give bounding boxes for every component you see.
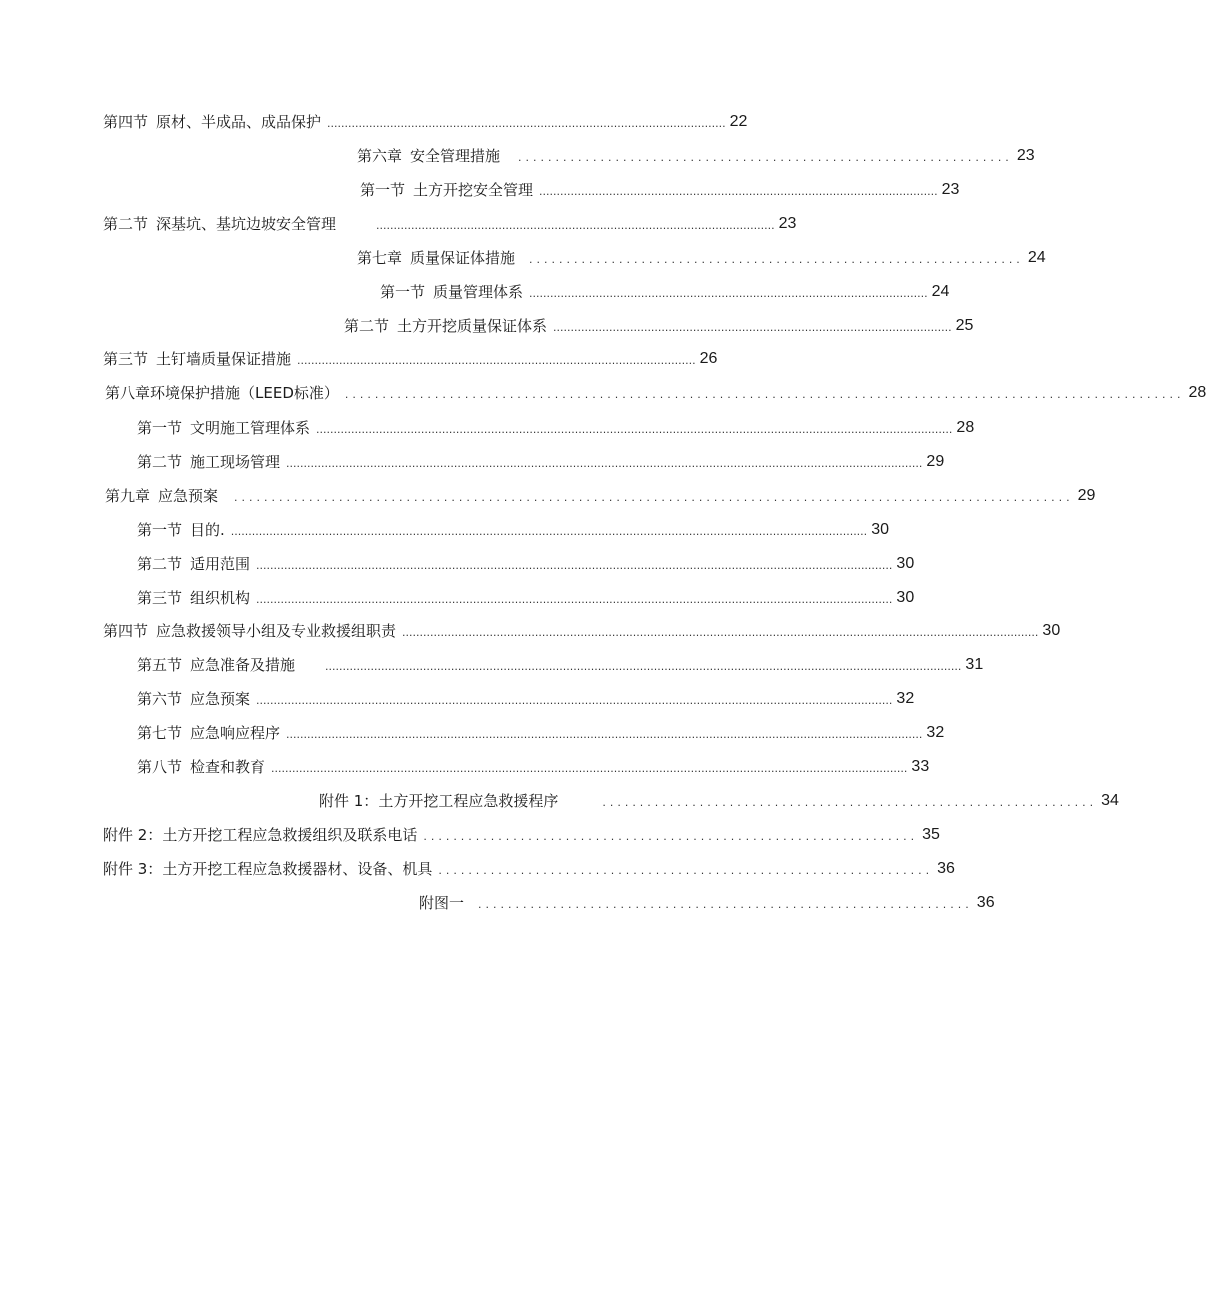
- toc-section-number: 第二节: [103, 215, 149, 233]
- toc-page-number: 36: [937, 860, 955, 877]
- toc-entry[interactable]: [103, 858, 955, 880]
- toc-page-number: 30: [871, 521, 889, 538]
- toc-entry[interactable]: [357, 145, 1035, 167]
- toc-entry-title: 土方开挖工程应急救援程序: [378, 792, 559, 810]
- toc-section-number: 第三节: [137, 589, 183, 607]
- toc-section-number: 第一节: [137, 521, 183, 539]
- toc-section-number: 第一节: [380, 283, 426, 301]
- toc-page-number: 30: [896, 555, 915, 572]
- toc-entry[interactable]: [380, 281, 950, 303]
- dot-leader: ..................................................................: [438, 864, 934, 877]
- toc-page-number: 31: [965, 656, 984, 673]
- toc-section-number: 附件 3：: [103, 860, 163, 878]
- toc-section-number: 第六章: [357, 147, 403, 165]
- dot-leader: ......................................................................................................................................................................................: [325, 660, 962, 673]
- toc-page-number: 23: [1016, 147, 1035, 164]
- toc-page-number: 32: [926, 724, 945, 741]
- toc-section-number: 第四节: [103, 113, 149, 131]
- toc-page-number: 34: [1101, 792, 1119, 809]
- toc-entry-title: 应急预案: [158, 487, 219, 505]
- toc-page-number: 29: [926, 453, 945, 470]
- toc-page-number: 28: [1188, 384, 1206, 401]
- toc-entry-title: 目的.: [190, 521, 225, 539]
- toc-entry[interactable]: [105, 485, 1096, 507]
- toc-entry[interactable]: [103, 824, 940, 846]
- toc-entry[interactable]: [103, 348, 718, 370]
- toc-page-number: 32: [896, 690, 915, 707]
- toc-entry[interactable]: [137, 519, 889, 541]
- dot-leader: ......................................................................................................................................................................................: [271, 762, 908, 775]
- toc-page-number: 22: [729, 113, 748, 130]
- dot-leader: ..................................................................: [478, 898, 973, 911]
- toc-entry-title: 应急救援领导小组及专业救援组职责: [156, 622, 397, 640]
- toc-section-number: 第六节: [137, 690, 183, 708]
- toc-section-number: 第八章: [105, 384, 151, 402]
- dot-leader: ..................................................................: [423, 830, 919, 843]
- dot-leader: ..................................................................: [529, 253, 1024, 266]
- toc-entry-title: 应急准备及措施: [190, 656, 296, 674]
- toc-section-number: 附件 2：: [103, 826, 163, 844]
- dot-leader: ......................................................................................................................................................................................: [256, 593, 893, 606]
- toc-section-number: 附件 1：: [319, 792, 379, 810]
- toc-entry-title: 土方开挖工程应急救援器材、设备、机具: [162, 860, 433, 878]
- toc-entry-title: 环境保护措施（LEED标准）: [150, 384, 339, 402]
- dot-leader: ......................................................................................................................................................................................: [286, 728, 923, 741]
- toc-section-number: 第二节: [137, 453, 183, 471]
- toc-section-number: 第三节: [103, 350, 149, 368]
- dot-leader: ..................................................................................................................: [539, 185, 938, 198]
- toc-section-number: 第一节: [360, 181, 406, 199]
- toc-entry[interactable]: [137, 553, 915, 575]
- toc-section-number: 第一节: [137, 419, 183, 437]
- toc-entry[interactable]: [137, 688, 915, 710]
- toc-entry-title: 质量保证体措施: [410, 249, 516, 267]
- toc-entry-title: 土方开挖质量保证体系: [397, 317, 548, 335]
- dot-leader: ..................................................................................................................: [297, 354, 696, 367]
- toc-entry[interactable]: [319, 790, 1119, 812]
- toc-entry[interactable]: [137, 756, 930, 778]
- dot-leader: ..................................................................................................................: [529, 287, 928, 300]
- dot-leader: ......................................................................................................................................................................................: [402, 626, 1039, 639]
- toc-entry-title: 原材、半成品、成品保护: [156, 113, 322, 131]
- toc-page-number: 24: [1027, 249, 1046, 266]
- toc-entry[interactable]: [357, 247, 1046, 269]
- toc-entry-title: 安全管理措施: [410, 147, 501, 165]
- toc-entry-title: 附图一: [419, 894, 465, 912]
- toc-entry[interactable]: [344, 315, 974, 337]
- toc-entry-title: 文明施工管理体系: [190, 419, 311, 437]
- toc-entry[interactable]: [105, 382, 1206, 404]
- toc-entry-title: 应急响应程序: [190, 724, 281, 742]
- toc-entry-title: 应急预案: [190, 690, 251, 708]
- toc-section-number: 第八节: [137, 758, 183, 776]
- toc-page-number: 30: [1042, 622, 1061, 639]
- toc-entry[interactable]: [103, 213, 797, 235]
- toc-section-number: 第七章: [357, 249, 403, 267]
- toc-entry-title: 质量管理体系: [433, 283, 524, 301]
- toc-page-number: 29: [1077, 487, 1096, 504]
- toc-page-number: 35: [922, 826, 940, 843]
- toc-entry[interactable]: [360, 179, 960, 201]
- toc-page-number: 26: [699, 350, 718, 367]
- toc-page-number: 23: [941, 181, 960, 198]
- toc-page-number: 28: [956, 419, 975, 436]
- dot-leader: ..................................................................................................................: [553, 321, 952, 334]
- dot-leader: ..................................................................: [518, 151, 1013, 164]
- toc-entry[interactable]: [137, 417, 975, 439]
- toc-page-number: 36: [976, 894, 995, 911]
- toc-section-number: 第五节: [137, 656, 183, 674]
- toc-section-number: 第七节: [137, 724, 183, 742]
- dot-leader: ......................................................................................................................................................................................: [316, 423, 953, 436]
- toc-section-number: 第二节: [137, 555, 183, 573]
- toc-entry[interactable]: [137, 451, 945, 473]
- toc-entry-title: 土方开挖安全管理: [413, 181, 534, 199]
- toc-entry[interactable]: [103, 111, 748, 133]
- toc-page-number: 30: [896, 589, 915, 606]
- dot-leader: ..................................................................................................................: [376, 219, 775, 232]
- toc-page-number: 24: [931, 283, 950, 300]
- toc-section-number: 第二节: [344, 317, 390, 335]
- dot-leader: ......................................................................................................................................................................................: [256, 559, 893, 572]
- dot-leader: ......................................................................................................................................................................................: [256, 694, 893, 707]
- dot-leader: ................................................................................................................: [344, 388, 1185, 401]
- toc-entry[interactable]: [137, 654, 984, 676]
- toc-entry-title: 适用范围: [190, 555, 251, 573]
- toc-entry-title: 检查和教育: [190, 758, 266, 776]
- toc-page-number: 23: [778, 215, 797, 232]
- toc-entry[interactable]: [419, 892, 995, 914]
- toc-entry-title: 土方开挖工程应急救援组织及联系电话: [162, 826, 418, 844]
- toc-entry-title: 组织机构: [190, 589, 251, 607]
- toc-entry[interactable]: [103, 620, 1061, 642]
- toc-entry-title: 施工现场管理: [190, 453, 281, 471]
- toc-entry[interactable]: [137, 587, 915, 609]
- toc-entry-title: 深基坑、基坑边坡安全管理: [156, 215, 337, 233]
- toc-entry-title: 土钉墙质量保证措施: [156, 350, 292, 368]
- toc-section-number: 第四节: [103, 622, 149, 640]
- toc-entry[interactable]: [137, 722, 945, 744]
- toc-section-number: 第九章: [105, 487, 151, 505]
- dot-leader: ......................................................................................................................................................................................: [286, 457, 923, 470]
- dot-leader: ..................................................................: [602, 796, 1098, 809]
- toc-page-number: 25: [955, 317, 974, 334]
- toc-page-number: 33: [911, 758, 930, 775]
- dot-leader: ......................................................................................................................................................................................: [230, 525, 868, 538]
- dot-leader: ..................................................................................................................: [327, 117, 726, 130]
- dot-leader: ................................................................................................................: [234, 491, 1074, 504]
